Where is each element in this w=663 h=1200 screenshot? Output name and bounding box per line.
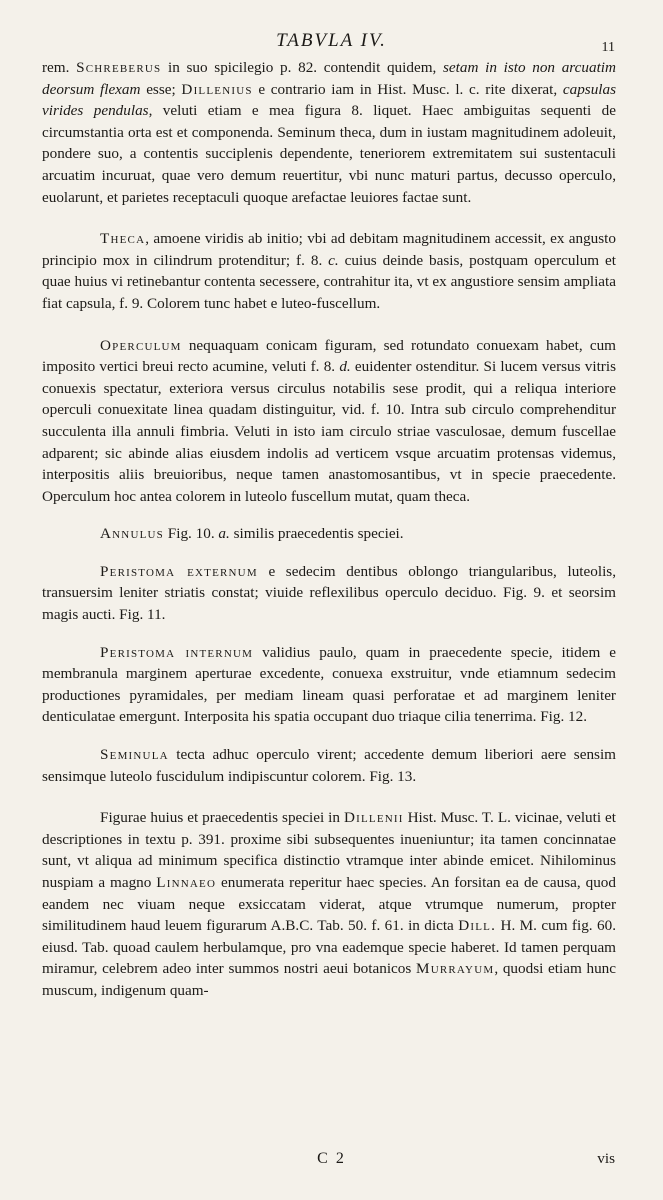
paragraph-figurae — [42, 807, 616, 1001]
text-run: tecta adhuc operculo virent; accedente demum liberiori aere sensim sensimque luteolo fuscidulum indipiscuntur colorem. Fig. 13. — [42, 746, 616, 785]
text-run: similis praecedentis speciei. — [229, 525, 404, 543]
small-caps-term: Seminula — [100, 746, 169, 764]
text-run: , veluti etiam e mea figura 8. liquet. Haec ambiguitas sequenti de circumstantia orta est et componenda. Seminum theca, dum in iustam magnitudinem adoleuit, pondere suo, a contentis succiplenis dependente, teneriorem extremitatem sui sustentaculi arcuatim incuruat, quae vero demum reuertitur, vbi nunc maturi partus, decusso operculo, euolarunt, et parietes receptaculi quoque arefactae leuiores factae sunt. — [42, 102, 616, 206]
italic-text: d. — [339, 358, 351, 376]
text-body — [42, 57, 616, 1002]
paragraph-theca — [42, 228, 616, 314]
italic-text: c. — [328, 251, 339, 269]
paragraph-peristoma-internum — [42, 642, 616, 728]
italic-text: setam in isto non arcuatim deorsum flexam — [42, 59, 616, 98]
text-run: euidenter ostenditur. Si lucem versus vitris conuexis spectatur, exteriora versus circulus notabilis sese prodit, qui a reliqua interiore operculi conuexitate linea quadam distinguitur, vid. f. 10. Intra sub circulo comprehenditur succulenta illa annuli fimbria. Veluti in isto iam circulo striae vasculosae, demum fuscellae adparent; sic abinde alias eiusdem indolis ad verticem vsque arcuatim protensas videmus, interpositis aliis breuioribus, neque tamen anastomosantibus, vt in specie praecedente. Operculum hoc antea colorem in luteolo fuscellum mutat, quam theca. — [42, 358, 616, 505]
paragraph-peristoma-externum — [42, 561, 616, 626]
paragraph-schreberus — [42, 57, 616, 208]
text-run: e contrario iam in Hist. Musc. l. c. rite dixerat, — [252, 80, 563, 98]
text-run: , amoene viridis ab initio; vbi ad debitam magnitudinem accessit, ex angusto principio mox in cilindrum protenditur; f. 8. — [42, 230, 616, 269]
text-run: nequaquam conicam figuram, sed rotundato conuexam habet, cum imposito vertici breui recto acumine, veluti f. 8. — [42, 336, 616, 376]
small-caps-term: Dillenius — [181, 80, 253, 98]
text-run: rem. — [42, 59, 77, 76]
small-caps-term: Peristoma internum — [100, 643, 254, 661]
text-run: , quodsi etiam hunc muscum, indigenum quam- — [42, 960, 616, 999]
small-caps-term: Operculum — [100, 336, 182, 354]
small-caps-term: Murrayum — [416, 960, 495, 978]
text-run: Hist. Musc. T. L. vicinae, veluti et descriptiones in textu p. 391. proxime sibi subsequentes inueniuntur; ita tamen concinnatae sunt, vt aliqua ad minimum specifica distinctio vtramque inter abinde emicet. Nihilominus nuspiam a magno — [42, 809, 616, 891]
small-caps-term: Schreberus — [76, 59, 162, 76]
page-number: 11 — [601, 40, 615, 55]
text-run: H. M. cum fig. 60. eiusd. Tab. quoad caulem herbulamque, pro vna eademque specie haberet. Id tamen perquam miramur, celebrem adeo inter summos nostri aeui botanicos — [42, 917, 616, 978]
text-run: in suo spicilegio p. 82. contendit quidem, — [161, 59, 444, 76]
small-caps-term: Theca — [100, 230, 146, 248]
small-caps-term: Dill. — [458, 917, 497, 935]
text-run: e sedecim dentibus oblongo triangularibus, luteolis, transuersim leniter striatis constat; viuide reflexilibus operculo deciduo. Fig. 9. et seorsim magis aucti. Fig. 11. — [42, 562, 616, 624]
text-run: enumerata reperitur haec species. An forsitan ea de causa, quod eandem nec viuam neque exsiccatam viderat, atque vtrumque numerum, propter similitudinem haud leuem figurarum A.B.C. Tab. 50. f. 61. in dicta — [42, 874, 616, 935]
italic-text: a. — [218, 525, 230, 543]
paragraph-annulus — [42, 523, 616, 545]
small-caps-term: Peristoma externum — [100, 562, 258, 580]
text-run: esse; — [140, 80, 182, 98]
signature-mark: C 2 — [317, 1150, 346, 1167]
catchword: vis — [597, 1150, 615, 1167]
small-caps-term: Annulus — [100, 525, 164, 543]
text-run: cuius deinde basis, postquam operculum et quae huius vi retinebantur contenta secessere, contrahitur ita, vt ex angustiore sensim ampliata fiat capsula, f. 9. Colorem tunc habet e luteo-fuscellum. — [42, 251, 616, 312]
italic-text: capsulas virides pendulas — [42, 80, 617, 120]
paragraph-seminula — [42, 744, 616, 787]
paragraph-operculum — [42, 335, 616, 508]
text-run: Figurae huius et praecedentis speciei in — [100, 809, 344, 827]
small-caps-term: Linnaeo — [156, 874, 217, 891]
small-caps-term: Dillenii — [343, 809, 404, 827]
text-run: validius paulo, quam in praecedente specie, itidem e membranula marginem aperturae excedente, conuexa exstruitur, vnde etiamnum sedecim productiones pyramidales, per mediam lineam quasi perforatae et ad marginem leniter denticulatae emergunt. Interposita his spatia occupant duo triaque cilia tenerrima. Fig. 12. — [42, 643, 617, 726]
text-run: Fig. 10. — [163, 525, 219, 543]
running-title: TABVLA IV. — [276, 30, 387, 51]
